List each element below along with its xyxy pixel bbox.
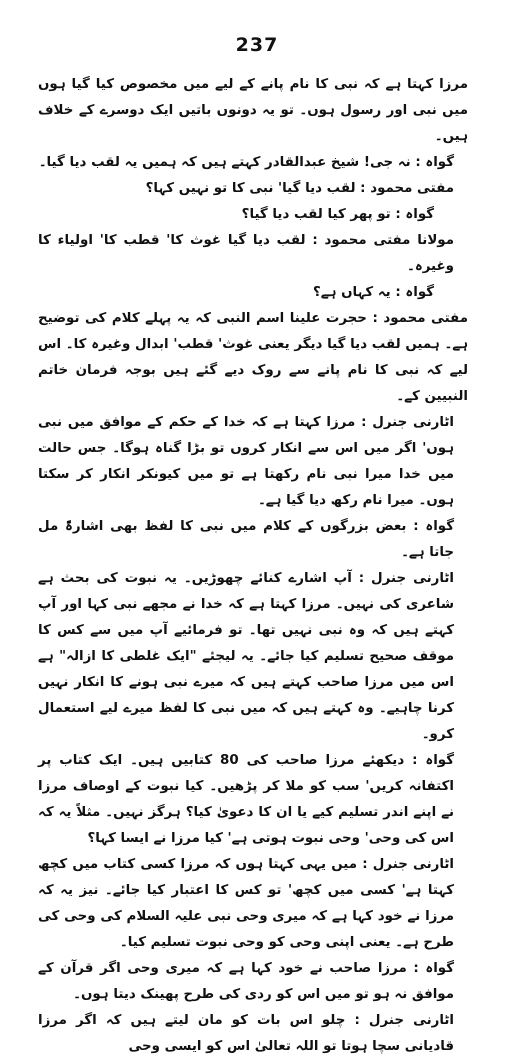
- paragraph-2: گواہ : نہ جی! شیخ عبدالقادر کہتے ہیں کہ ہمیں یہ لقب دیا گیا۔: [38, 155, 454, 170]
- paragraph-6: گواہ : یہ کہاں ہے؟: [312, 285, 434, 300]
- paragraph-11: گواہ : دیکھئے مرزا صاحب کی 80 کتابیں ہیں۔ ایک کتاب پر اکتفانہ کریں' سب کو ملا کر پڑھیں۔ کیا نبوت کے اوصاف مرزا نے اپنے اندر تسلیم کیے یا ان کا دعویٰ کیا؟ ہرگز نہیں۔ مثلاً یہ کہ اس کی وحی' وحی نبوت ہوتی ہے' کیا مرزا نے ایسا کہا؟: [38, 753, 454, 846]
- paragraph-14: اٹارنی جنرل : چلو اس بات کو مان لیتے ہیں کہ اگر مرزا قادیانی سچا ہوتا تو اللہ تعالیٰ اس کو ایسی وحی: [38, 1013, 454, 1054]
- paragraph-4: گواہ : تو پھر کیا لقب دیا گیا؟: [241, 207, 434, 222]
- paragraph-12: اٹارنی جنرل : میں یہی کہتا ہوں کہ مرزا کسی کتاب میں کچھ کہتا ہے' کسی میں کچھ' تو کس کا اعتبار کیا جائے۔ نیز یہ کہ مرزا نے خود کہا ہے کہ میری وحی نبی علیہ السلام کی وحی کی طرح ہے۔ یعنی اپنی وحی کو وحی نبوت تسلیم کیا۔: [38, 857, 454, 950]
- paragraph-13: گواہ : مرزا صاحب نے خود کہا ہے کہ میری وحی اگر قرآن کے موافق نہ ہو تو میں اس کو ردی کی طرح پھینک دیتا ہوں۔: [38, 961, 454, 1002]
- paragraph-10: اٹارنی جنرل : آپ اشارے کنائے چھوڑیں۔ یہ نبوت کی بحث ہے شاعری کی نہیں۔ مرزا کہتا ہے کہ خدا نے مجھے نبی کہا اور آپ کہتے ہیں کہ وہ نبی نہیں تھا۔ تو فرمائیے آپ میں سے کس کا موقف صحیح تسلیم کیا جائے۔ یہ لیجئے "ایک غلطی کا ازالہ" ہے اس میں مرزا صاحب کہتے ہیں کہ میرے نبی ہونے کا انکار نہیں کرنا چاہیے۔ وہ کہتے ہیں کہ میں نبی کا لفظ میرے لیے استعمال کرو۔: [38, 571, 454, 742]
- paragraph-9: گواہ : بعض بزرگوں کے کلام میں نبی کا لفظ بھی اشارۃً مل جاتا ہے۔: [38, 519, 454, 560]
- paragraph-3: مفتی محمود : لقب دیا گیا' نبی کا تو نہیں کہا؟: [145, 181, 454, 196]
- page-number: 237: [235, 34, 279, 56]
- paragraph-7: مفتی محمود : حجرت علینا اسم النبی کہ یہ پہلے کلام کی توضیح ہے۔ ہمیں لقب دیا گیا دیگر یعنی غوث' قطب' ابدال وغیرہ کا۔ اس لیے کہ نبی کا نام پانے سے روک دیے گئے ہیں بوجہ فرمان خاتم النبیین کے۔: [38, 311, 468, 404]
- body-text: [38, 72, 468, 1060]
- paragraph-8: اٹارنی جنرل : مرزا کہتا ہے کہ خدا کے حکم کے موافق میں نبی ہوں' اگر میں اس سے انکار کروں تو بڑا گناہ ہوگا۔ جس حالت میں خدا میرا نبی نام رکھتا ہے تو میں کیونکر انکار کر سکتا ہوں۔ میرا نام رکھ دیا گیا ہے۔: [38, 415, 454, 508]
- paragraph-5: مولانا مفتی محمود : لقب دیا گیا غوث کا' قطب کا' اولیاء کا وغیرہ۔: [38, 233, 454, 274]
- paragraph-1: مرزا کہتا ہے کہ نبی کا نام پانے کے لیے میں مخصوص کیا گیا ہوں میں نبی اور رسول ہوں۔ تو یہ دونوں باتیں ایک دوسرے کے خلاف ہیں۔: [38, 77, 468, 144]
